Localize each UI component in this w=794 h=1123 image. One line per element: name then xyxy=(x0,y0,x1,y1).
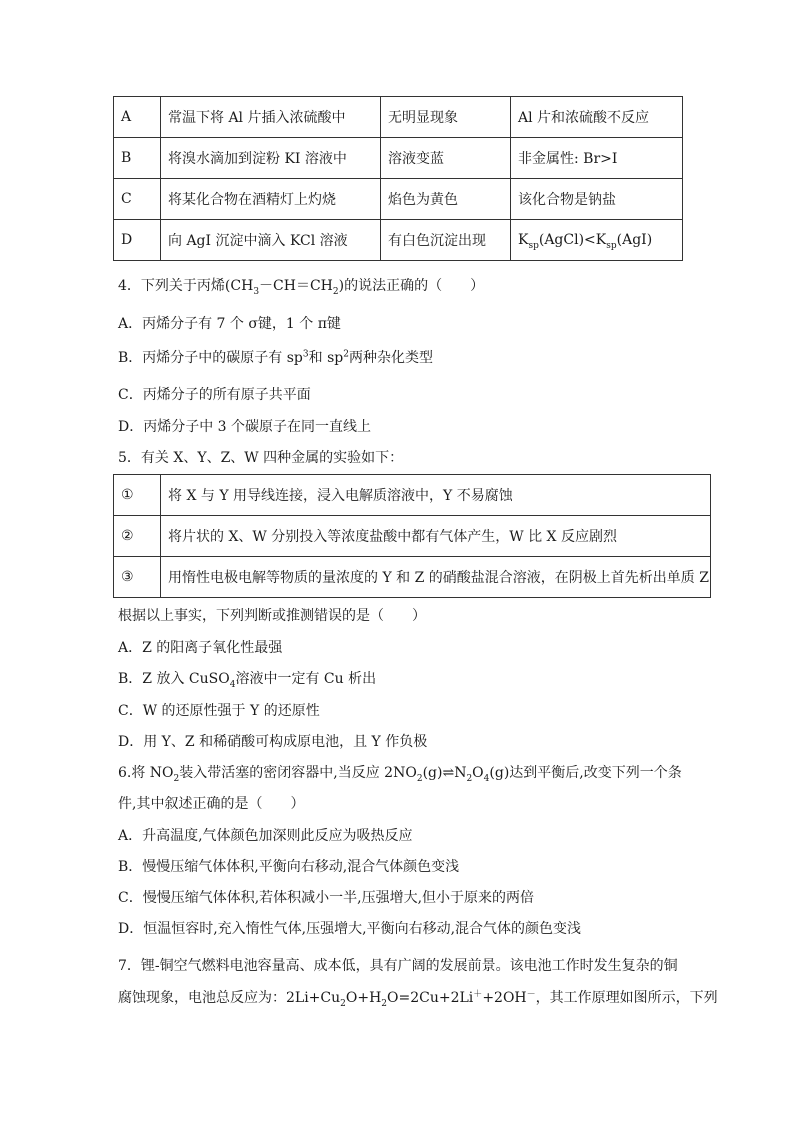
row-label: C xyxy=(114,179,161,220)
phenomenon-cell: 溶液变蓝 xyxy=(381,138,511,179)
q5-option-b: B．Z 放入 CuSO$_4$溶液中一定有 Cu 析出 xyxy=(118,671,377,690)
q4-option-b: B．丙烯分子中的碳原子有 $sp^3$和 $sp^2$两种杂化类型 xyxy=(118,349,433,366)
q6-option-a: A．升高温度,气体颜色加深则此反应为吸热反应 xyxy=(118,828,413,844)
q6-option-d: D．恒温恒容时,充入惰性气体,压强增大,平衡向右移动,混合气体的颜色变浅 xyxy=(118,921,582,937)
row-text: 将片状的 X、W 分别投入等浓度盐酸中都有气体产生，W 比 X 反应剧烈 xyxy=(161,516,711,557)
q5-option-d: D．用 Y、Z 和稀硝酸可构成原电池，且 Y 作负极 xyxy=(118,734,428,750)
operation-cell: 将溴水滴加到淀粉 KI 溶液中 xyxy=(161,138,381,179)
operation-cell: 常温下将 Al 片插入浓硫酸中 xyxy=(161,97,381,138)
table-row xyxy=(114,179,683,220)
operation-cell: 向 AgI 沉淀中滴入 KCl 溶液 xyxy=(161,220,381,261)
table-row xyxy=(114,475,711,516)
experiment-table xyxy=(113,96,683,261)
table-row xyxy=(114,516,711,557)
operation-cell: 将某化合物在酒精灯上灼烧 xyxy=(161,179,381,220)
q7-stem-line1: 7．锂-铜空气燃料电池容量高、成本低，具有广阔的发展前景。该电池工作时发生复杂的铜 xyxy=(118,958,678,974)
row-label: B xyxy=(114,138,161,179)
q6-option-c: C．慢慢压缩气体体积,若体积减小一半,压强增大,但小于原来的两倍 xyxy=(118,890,535,906)
q6-stem-line2: 件,其中叙述正确的是（ ） xyxy=(118,796,305,812)
q7-stem-line2: 腐蚀现象，电池总反应为：$2Li+Cu_2O+H_2O=2Cu+2Li^++2OH^-$，其工作原理如图所示，下列 xyxy=(118,989,718,1009)
row-label: A xyxy=(114,97,161,138)
q5-option-c: C．W 的还原性强于 Y 的还原性 xyxy=(118,703,320,719)
row-number: ② xyxy=(114,516,161,557)
table-row xyxy=(114,97,683,138)
q5-option-a: A．Z 的阳离子氧化性最强 xyxy=(118,640,283,656)
phenomenon-cell: 有白色沉淀出现 xyxy=(381,220,511,261)
phenomenon-cell: 焰色为黄色 xyxy=(381,179,511,220)
row-number: ① xyxy=(114,475,161,516)
q5-stem: 5．有关 X、Y、Z、W 四种金属的实验如下： xyxy=(118,450,404,466)
metal-experiment-table xyxy=(113,474,711,598)
conclusion-cell: 该化合物是钠盐 xyxy=(511,179,683,220)
table-row xyxy=(114,220,683,261)
table-row xyxy=(114,557,711,598)
row-text: 用惰性电极电解等物质的量浓度的 Y 和 Z 的硝酸盐混合溶液，在阴极上首先析出单质 Z xyxy=(161,557,711,598)
conclusion-cell: $K_{sp}(AgCl)<K_{sp}(AgI)$ xyxy=(511,220,683,261)
table-row xyxy=(114,138,683,179)
propene-formula: $(CH_3-CH=CH_2)$ xyxy=(224,278,345,297)
q6-option-b: B．慢慢压缩气体体积,平衡向右移动,混合气体颜色变浅 xyxy=(118,859,460,875)
q6-stem-line1: 6.将 $NO_2$装入带活塞的密闭容器中,当反应 $2NO_2(g)\rightleftharpoons N_2O_4(g)$达到平衡后,改变下列一个条 xyxy=(118,765,682,784)
q4-stem: 4．下列关于丙烯$(CH_3-CH=CH_2)$的说法正确的（ ） xyxy=(118,278,485,297)
conclusion-cell: Al 片和浓硫酸不反应 xyxy=(511,97,683,138)
q4-option-c: C．丙烯分子的所有原子共平面 xyxy=(118,387,311,403)
phenomenon-cell: 无明显现象 xyxy=(381,97,511,138)
equilibrium-arrow: ⇌ xyxy=(442,765,455,781)
row-text: 将 X 与 Y 用导线连接，浸入电解质溶液中，Y 不易腐蚀 xyxy=(161,475,711,516)
q4-option-a: A．丙烯分子有 7 个 σ键，1 个 π键 xyxy=(118,316,341,332)
conclusion-cell: 非金属性: Br>I xyxy=(511,138,683,179)
row-number: ③ xyxy=(114,557,161,598)
row-label: D xyxy=(114,220,161,261)
q5-question: 根据以上事实，下列判断或推测错误的是（ ） xyxy=(118,608,426,624)
q4-option-d: D．丙烯分子中 3 个碳原子在同一直线上 xyxy=(118,419,372,435)
